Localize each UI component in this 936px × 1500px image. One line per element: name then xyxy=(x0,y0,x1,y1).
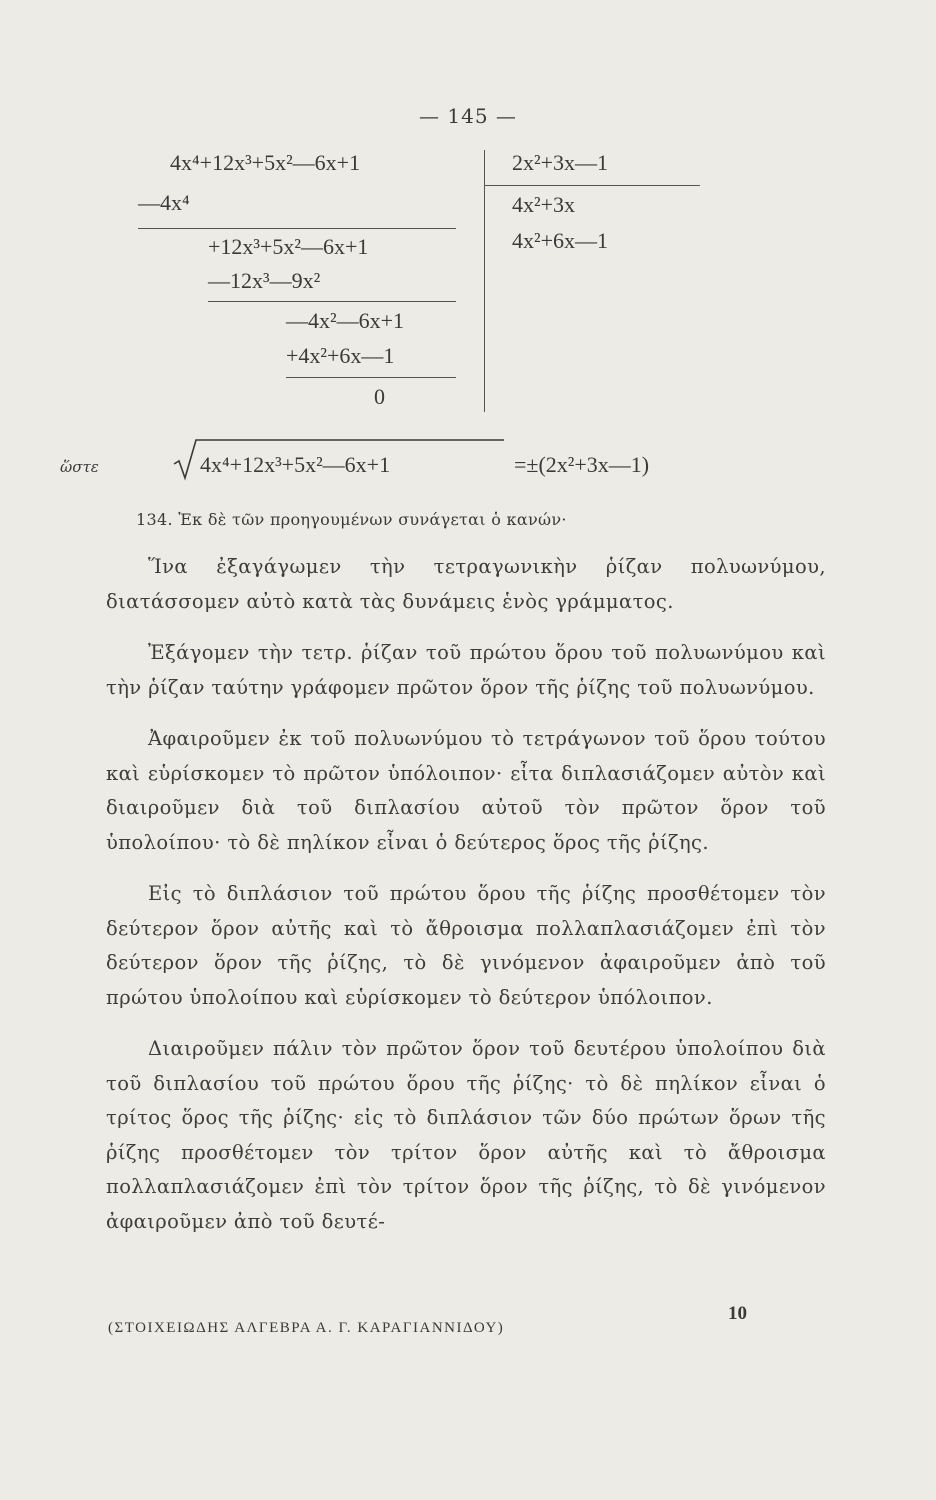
root-rule xyxy=(484,185,700,186)
paragraph-1: Ἵνα ἐξαγάγωμεν τὴν τετραγωνικὴν ῥίζαν πολυωνύμου, διατάσσομεν αὐτὸ κατὰ τὰς δυνάμεις ἑνὸς γράμματος. xyxy=(106,555,826,613)
subtraction-step-1: —4x⁴ xyxy=(138,190,190,215)
page-number: — 145 — xyxy=(419,104,517,128)
result-rhs: =±(2x²+3x—1) xyxy=(514,452,650,477)
paragraph-5: Διαιροῦμεν πάλιν τὸν πρῶτον ὅρον τοῦ δευτέρου ὑπολοίπου διὰ τοῦ διπλασίου τοῦ πρώτου ὅρου τῆς ῥίζης· τὸ δὲ πηλίκον εἶναι ὁ τρίτος ὅρος τῆς ῥίζης· εἰς τὸ διπλάσιον τῶν δύο πρώτων ὅρων τῆς ῥίζης προσθέτομεν τὸν τρίτον ὅρον αὐτῆς καὶ τὸ ἄθροισμα πολλαπλασιάζομεν ἐπὶ τὸν τρίτον ὅρον τῆς ῥίζης, τὸ δὲ γινόμενον ἀφαιροῦμεν ἀπὸ τοῦ δευτέ- xyxy=(106,1037,826,1233)
footer-book-title: (ΣΤΟΙΧΕΙΩΔΗΣ ΑΛΓΕΒΡΑ Α. Γ. ΚΑΡΑΓΙΑΝΝΙΔΟΥ) xyxy=(108,1320,505,1336)
final-remainder: 0 xyxy=(374,384,385,409)
trial-divisor-2: 4x²+6x—1 xyxy=(512,228,609,253)
subtraction-step-2: —12x³—9x² xyxy=(208,268,321,293)
subtraction-step-3: +4x²+6x—1 xyxy=(286,343,395,368)
result-prefix: ὥστε xyxy=(60,458,99,476)
paragraph-2: Ἐξάγομεν τὴν τετρ. ῥίζαν τοῦ πρώτου ὅρου τοῦ πολυωνύμου καὶ τὴν ῥίζαν ταύτην γράφομεν πρῶτον ὅρον τῆς ῥίζης τοῦ πολυωνύμου. xyxy=(106,641,826,699)
remainder-2: —4x²—6x+1 xyxy=(286,308,405,333)
division-rule-2 xyxy=(208,301,456,302)
trial-divisor-1: 4x²+3x xyxy=(512,192,576,217)
footer-sheet-number: 10 xyxy=(728,1303,747,1324)
rule-body xyxy=(106,550,826,1239)
paragraph-4: Εἰς τὸ διπλάσιον τοῦ πρώτου ὅρου τῆς ῥίζης προσθέτομεν τὸν δεύτερον ὅρον αὐτῆς καὶ τὸ ἄθροισμα πολλαπλασιάζομεν ἐπὶ τὸν δεύτερον ὅρον τῆς ῥίζης, τὸ δὲ γινόμενον ἀφαιροῦμεν ἀπὸ τοῦ πρώτου ὑπολοίπου καὶ εὑρίσκομεν τὸ δεύτερον ὑπόλοιπον. xyxy=(106,882,826,1009)
paragraph-3: Ἀφαιροῦμεν ἐκ τοῦ πολυωνύμου τὸ τετράγωνον τοῦ ὅρου τούτου καὶ εὑρίσκομεν τὸ πρῶτον ὑπόλοιπον· εἶτα διπλασιάζομεν αὐτὸν καὶ διαιροῦμεν διὰ τοῦ διπλασίου αὐτοῦ τὸν πρῶτον ὅρον τοῦ ὑπολοίπου· τὸ δὲ πηλίκον εἶναι ὁ δεύτερος ὅρος τῆς ῥίζης. xyxy=(106,727,826,854)
root-result: 2x²+3x—1 xyxy=(512,150,609,175)
division-rule-3 xyxy=(286,377,456,378)
dividend: 4x⁴+12x³+5x²—6x+1 xyxy=(170,150,361,175)
radicand: 4x⁴+12x³+5x²—6x+1 xyxy=(200,452,391,477)
rule-heading: 134. Ἐκ δὲ τῶν προηγουμένων συνάγεται ὁ κανών· xyxy=(136,510,567,529)
remainder-1: +12x³+5x²—6x+1 xyxy=(208,234,369,259)
division-vertical-rule xyxy=(484,150,485,412)
division-rule-1 xyxy=(138,228,456,229)
